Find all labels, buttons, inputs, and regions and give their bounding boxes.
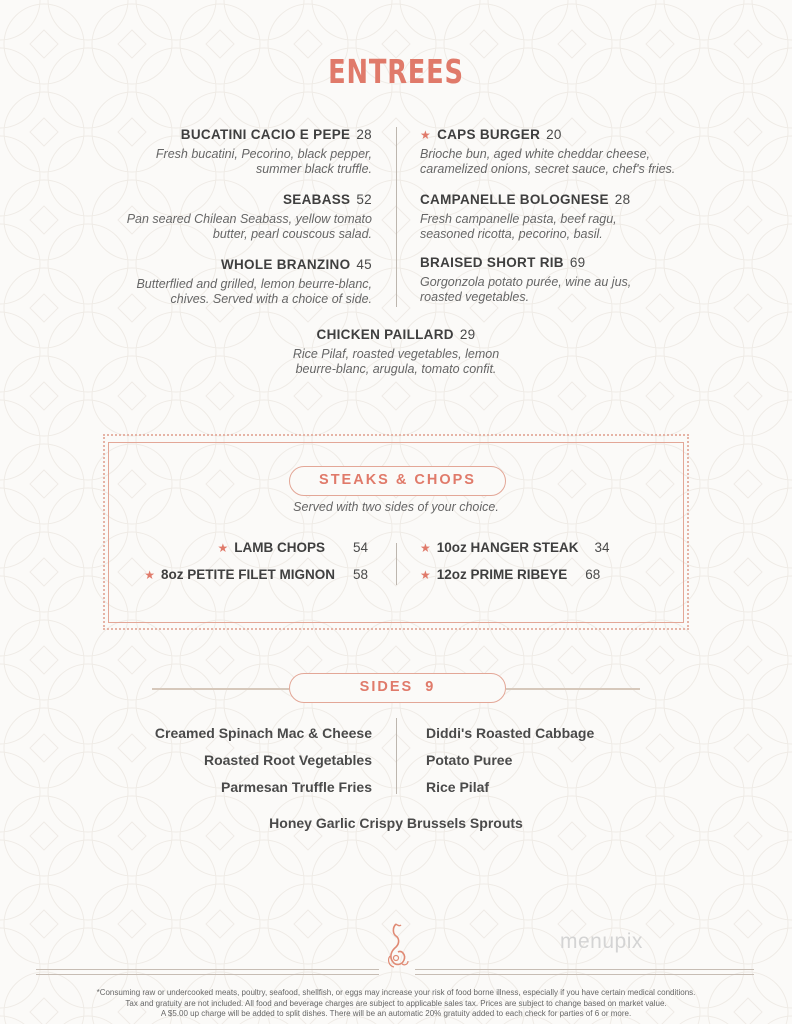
item-description: butter, pearl couscous salad. xyxy=(212,227,372,241)
steak-item xyxy=(420,567,600,582)
star-icon: ★ xyxy=(420,541,431,555)
item-description: beurre-blanc, arugula, tomato confit. xyxy=(295,362,497,376)
item-price: 45 xyxy=(356,257,372,272)
steak-item xyxy=(217,540,368,555)
footer-rule-left-2 xyxy=(36,974,379,975)
item-description: Butterflied and grilled, lemon beurre-blanc, xyxy=(136,277,372,291)
steaks-subtitle: Served with two sides of your choice. xyxy=(293,500,499,514)
item-price: 68 xyxy=(585,567,601,582)
item-price: 20 xyxy=(546,127,562,142)
footer-rule-right xyxy=(415,969,754,970)
menu-item xyxy=(420,127,675,177)
steak-item xyxy=(420,540,610,555)
side-item: Potato Puree xyxy=(426,752,513,768)
item-description: Pan seared Chilean Seabass, yellow tomato xyxy=(126,212,372,226)
item-price: 58 xyxy=(352,567,368,582)
sides-rule-left xyxy=(152,688,289,690)
item-name: CHICKEN PAILLARD xyxy=(316,327,454,342)
column-divider xyxy=(396,543,397,585)
item-name: BRAISED SHORT RIB xyxy=(420,255,564,270)
menu-item xyxy=(420,255,631,305)
disclaimer-line: Tax and gratuity are not included. All food and beverage charges are subject to applicable sales tax. Prices are subject to change based on market value. xyxy=(125,998,667,1008)
item-price: 34 xyxy=(594,540,610,555)
side-item: Rice Pilaf xyxy=(426,779,490,795)
side-item: Diddi's Roasted Cabbage xyxy=(426,725,595,741)
item-name: LAMB CHOPS xyxy=(234,540,325,555)
steak-item xyxy=(144,567,368,582)
item-name: BUCATINI CACIO E PEPE xyxy=(180,127,351,142)
item-description: Brioche bun, aged white cheddar cheese, xyxy=(420,147,651,161)
item-price: 69 xyxy=(569,255,586,270)
menu-item xyxy=(136,257,372,307)
watermark-text: menupix xyxy=(560,930,643,953)
side-item: Honey Garlic Crispy Brussels Sprouts xyxy=(269,815,523,831)
star-icon: ★ xyxy=(420,568,431,582)
disclaimer xyxy=(0,988,792,1020)
menu-item xyxy=(127,192,372,242)
item-description: Fresh bucatini, Pecorino, black pepper, xyxy=(155,147,372,161)
item-price: 29 xyxy=(459,327,476,342)
item-description: caramelized onions, secret sauce, chef's fries. xyxy=(420,162,676,176)
side-item: Parmesan Truffle Fries xyxy=(221,779,372,795)
item-description: seasoned ricotta, pecorino, basil. xyxy=(420,227,603,241)
peacock-logo-icon xyxy=(381,920,411,970)
sides-title: SIDES xyxy=(359,679,414,695)
item-name: CAMPANELLE BOLOGNESE xyxy=(420,192,609,207)
star-icon: ★ xyxy=(420,128,432,142)
item-name: 10oz HANGER STEAK xyxy=(436,540,579,555)
item-price: 28 xyxy=(356,127,372,142)
menu-item xyxy=(420,192,630,242)
side-item: Roasted Root Vegetables xyxy=(203,752,372,768)
menu-item xyxy=(0,327,792,377)
item-description: Fresh campanelle pasta, beef ragu, xyxy=(420,212,617,226)
item-name: SEABASS xyxy=(283,192,351,207)
sides-section-title xyxy=(289,673,506,703)
page-title: ENTREES xyxy=(328,52,464,91)
column-divider xyxy=(396,718,397,794)
footer-rule-left xyxy=(36,969,379,970)
sides-rule-right xyxy=(506,688,640,690)
item-price: 52 xyxy=(356,192,372,207)
disclaimer-line: *Consuming raw or undercooked meats, poultry, seafood, shellfish, or eggs may increase your risk of food borne illness, especially if you have certain medical conditions. xyxy=(96,988,696,997)
steaks-section-title: STEAKS & CHOPS xyxy=(289,466,506,496)
item-name: CAPS BURGER xyxy=(437,127,541,142)
sides-price: 9 xyxy=(425,679,436,695)
item-description: summer black truffle. xyxy=(255,162,372,176)
star-icon: ★ xyxy=(144,568,155,582)
item-description: chives. Served with a choice of side. xyxy=(170,292,372,306)
footer-rule-right-2 xyxy=(415,974,754,975)
item-name: 12oz PRIME RIBEYE xyxy=(436,567,568,582)
item-price: 54 xyxy=(352,540,368,555)
item-price: 28 xyxy=(614,192,631,207)
disclaimer-line: A $5.00 up charge will be added to split dishes. There will be an automatic 20% gratuity added to each check for parties of 6 or more. xyxy=(160,1009,632,1018)
menu-item xyxy=(156,127,372,177)
star-icon: ★ xyxy=(217,541,229,555)
side-item: Creamed Spinach Mac & Cheese xyxy=(154,725,372,741)
item-name: WHOLE BRANZINO xyxy=(220,257,351,272)
item-description: Rice Pilaf, roasted vegetables, lemon xyxy=(292,347,500,361)
item-description: Gorgonzola potato purée, wine au jus, xyxy=(420,275,632,289)
item-description: roasted vegetables. xyxy=(420,290,530,304)
column-divider xyxy=(396,127,397,307)
item-name: 8oz PETITE FILET MIGNON xyxy=(160,567,335,582)
